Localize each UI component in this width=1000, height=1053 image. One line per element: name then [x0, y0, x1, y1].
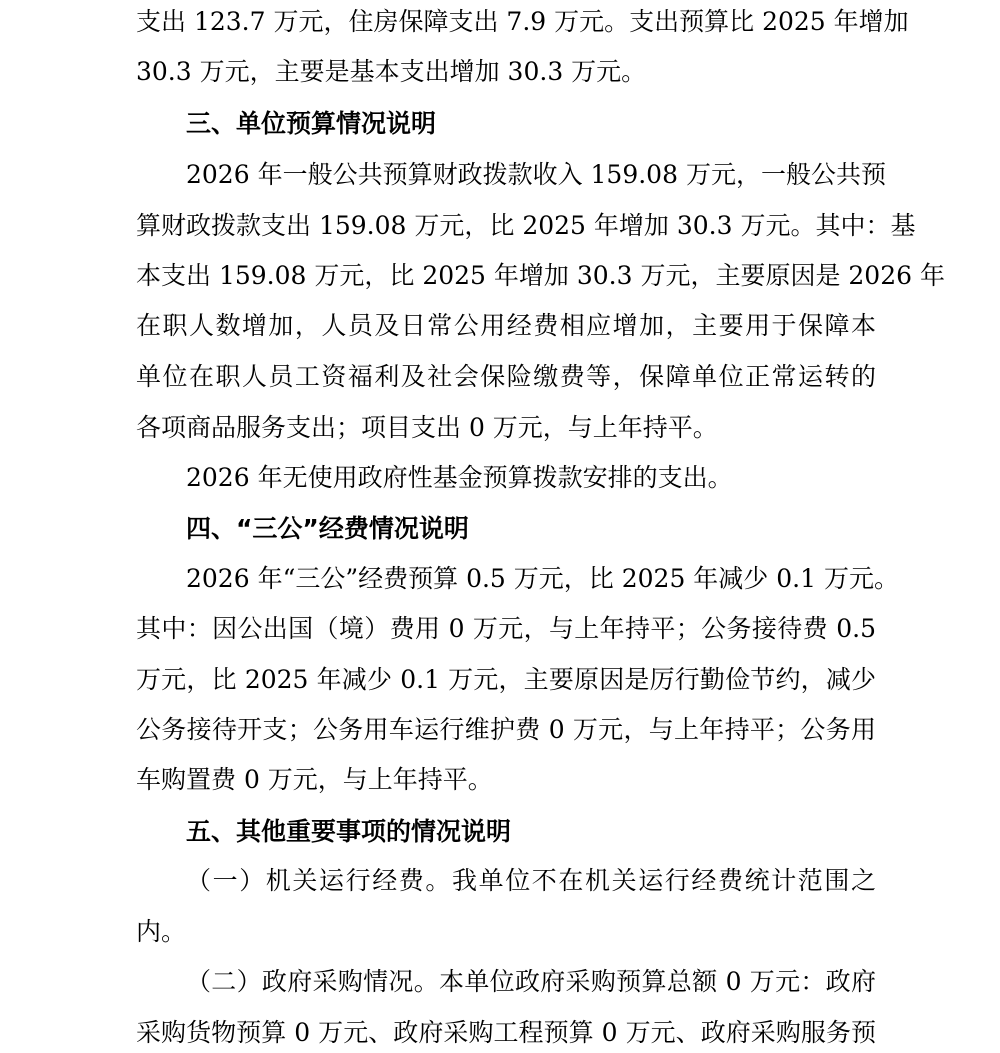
paragraph-line: 内。 [136, 917, 187, 946]
paragraph-line: 2026 年无使用政府性基金预算拨款安排的支出。 [186, 463, 733, 492]
section-heading: 四、“三公”经费情况说明 [186, 514, 469, 543]
paragraph-line: 在职人数增加，人员及日常公用经费相应增加，主要用于保障本 [136, 311, 876, 340]
paragraph-line: 车购置费 0 万元，与上年持平。 [136, 765, 493, 794]
paragraph-line: 2026 年“三公”经费预算 0.5 万元，比 2025 年减少 0.1 万元。 [186, 564, 899, 593]
paragraph-line: 算财政拨款支出 159.08 万元，比 2025 年增加 30.3 万元。其中：基 [136, 211, 916, 240]
section-heading: 三、单位预算情况说明 [186, 109, 437, 138]
paragraph-line: 2026 年一般公共预算财政拨款收入 159.08 万元，一般公共预 [186, 160, 886, 189]
paragraph-line: 公务接待开支；公务用车运行维护费 0 万元，与上年持平；公务用 [136, 715, 876, 744]
paragraph-line: 支出 123.7 万元，住房保障支出 7.9 万元。支出预算比 2025 年增加 [136, 7, 909, 36]
paragraph-line: 30.3 万元，主要是基本支出增加 30.3 万元。 [136, 57, 647, 86]
paragraph-line: 单位在职人员工资福利及社会保险缴费等，保障单位正常运转的 [136, 362, 876, 391]
paragraph-line: 采购货物预算 0 万元、政府采购工程预算 0 万元、政府采购服务预 [136, 1018, 876, 1047]
paragraph-line: （一）机关运行经费。我单位不在机关运行经费统计范围之 [186, 866, 876, 895]
paragraph-line: 其中：因公出国（境）费用 0 万元，与上年持平；公务接待费 0.5 [136, 614, 876, 643]
paragraph-line: 万元，比 2025 年减少 0.1 万元，主要原因是厉行勤俭节约，减少 [136, 665, 876, 694]
paragraph-line: 各项商品服务支出；项目支出 0 万元，与上年持平。 [136, 413, 718, 442]
section-heading: 五、其他重要事项的情况说明 [186, 817, 512, 846]
paragraph-line: 本支出 159.08 万元，比 2025 年增加 30.3 万元，主要原因是 2026 年 [136, 261, 945, 290]
paragraph-line: （二）政府采购情况。本单位政府采购预算总额 0 万元：政府 [186, 967, 876, 996]
